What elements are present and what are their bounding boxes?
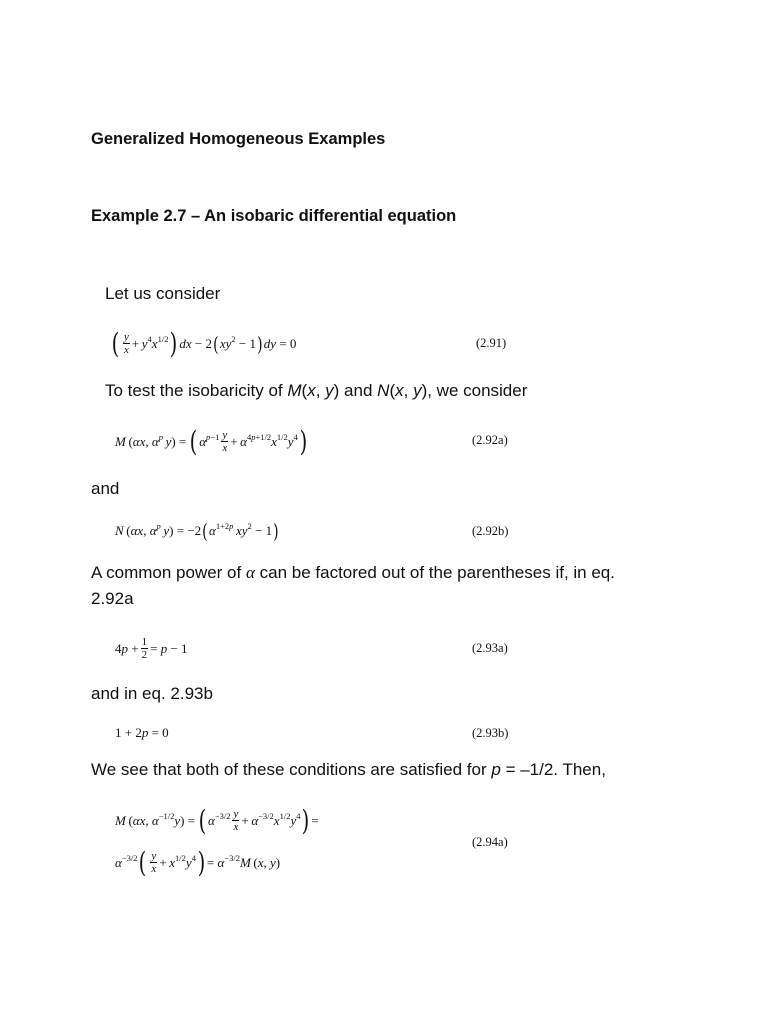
equation-number: (2.93a): [472, 641, 508, 655]
text-span: ,: [315, 381, 326, 400]
text-span: ), we consider: [421, 381, 528, 400]
paragraph-common-power-cont: 2.92a: [91, 589, 134, 608]
equation-2-94a-line2: $\alpha^{-3/2}$ ( $\frac{y}{x}$ + $x^{1/2}y^4$ ) = $\alpha^{-3/2}M$ (x, y): [115, 846, 281, 879]
text-span: y: [413, 381, 422, 400]
equation-2-91: ( $\frac{y}{x}$ + $y^4x^{1/2}$ ) dx − 2 ( $xy^2 - 1$ ) dy = 0: [111, 327, 297, 360]
paragraph-and-in-eq: and in eq. 2.93b: [91, 684, 213, 703]
paragraph-and: and: [91, 479, 120, 498]
equation-number: (2.92a): [472, 433, 508, 447]
text-span: can be factored out of the parentheses if, in eq.: [254, 563, 615, 582]
equation-2-93b: 1 + 2p = 0: [115, 725, 169, 740]
text-span: y: [325, 381, 334, 400]
equation-number: (2.93b): [472, 726, 509, 740]
text-span: α: [245, 563, 255, 582]
text-span: ) and: [333, 381, 378, 400]
equation-2-92a: M (αx, $\alpha^p$ y) = ( $\alpha^{p-1}$ $\frac{y}{x}$ + $\alpha^{4p+1/2}x^{1/2}y^4$ ): [115, 425, 308, 458]
text-span: We see that both of these conditions are satisfied for: [91, 760, 492, 779]
equation-2-94a-line1: M (αx, $\alpha^{-1/2}y$) = ( $\alpha^{-3/2}$ $\frac{y}{x}$ + $\alpha^{-3/2}x^{1/2}y^4$ ) =: [115, 804, 319, 837]
text-span: M: [287, 381, 302, 400]
text-span: A common power of: [91, 563, 246, 582]
text-span: x: [395, 381, 404, 400]
paragraph-common-power: [91, 563, 615, 583]
text-span: To test the isobaricity of: [105, 381, 288, 400]
section-heading: Generalized Homogeneous Examples: [91, 130, 386, 148]
text-span: N: [377, 381, 390, 400]
text-span: (: [389, 381, 396, 400]
text-span: (: [301, 381, 308, 400]
equation-2-92b: N (αx, $\alpha^p$ y) = −2 ( $\alpha^{1+2p}$ $xy^2 - 1$ ): [115, 519, 279, 543]
equation-number: (2.92b): [472, 524, 509, 538]
equation-number: (2.94a): [472, 835, 508, 849]
text-span: ,: [403, 381, 414, 400]
example-heading: Example 2.7 – An isobaric differential equation: [91, 207, 457, 225]
equation-number: (2.91): [476, 336, 507, 350]
text-span: p: [491, 760, 501, 779]
paragraph-we-see: [91, 760, 606, 780]
equation-2-93a: 4p + $\frac{1}{2}$ = p − 1: [115, 636, 188, 661]
paragraph-test-isobaricity: [105, 381, 527, 401]
paragraph-let-us-consider: Let us consider: [105, 284, 221, 303]
text-span: x: [307, 381, 316, 400]
text-span: = –1/2. Then,: [500, 760, 606, 779]
